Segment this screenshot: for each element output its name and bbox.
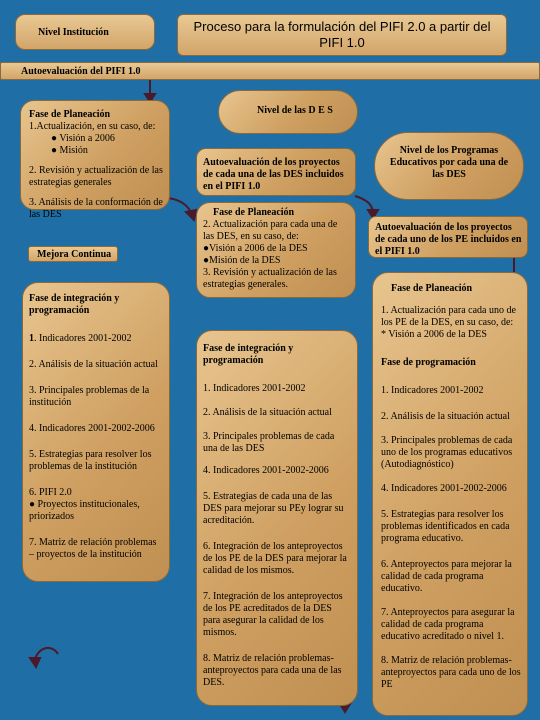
col2-item-7: 7. Integración de los anteproyectos de los PE acreditados de la DES para asegurar la calidad de los mismos. xyxy=(203,591,343,638)
col3-autoevaluacion-text: Autoevaluación de los proyectos de cada uno de los PE incluidos en el PIFI 1.0 xyxy=(375,222,522,257)
col2-item-6: 6. Integración de los anteproyectos de los PE de la DES para mejorar la calidad de los mismos. xyxy=(203,541,347,576)
col2-autoevaluacion-text: Autoevaluación de los proyectos de cada una de las DES incluidos en el PIFI 1.0 xyxy=(203,157,344,192)
col1-integracion-box xyxy=(22,282,170,582)
col2-item-1: 1. Indicadores 2001-2002 xyxy=(203,383,306,394)
col3-nivel-label: Nivel de los Programas Educativos por cada una de las DES xyxy=(389,145,509,180)
mejora-continua-box xyxy=(28,246,118,262)
col3-item-6: 6. Anteproyectos para mejorar la calidad de cada programa educativo. xyxy=(381,559,512,594)
col2-item3: 3. Revisión y actualización de las estrategias generales. xyxy=(203,267,337,290)
col2-item-3: 3. Principales problemas de cada una de las DES xyxy=(203,431,335,454)
col3-vision: * Visión a 2006 de la DES xyxy=(381,329,487,340)
col3-nivel-box xyxy=(374,132,524,200)
col1-fase-integracion: Fase de integración y programación xyxy=(29,293,120,316)
main-title-box xyxy=(177,14,507,56)
col2-plan-text: 2. Actualización para cada una de las DES, en su caso, de: xyxy=(203,219,338,242)
col3-item-5: 5. Estrategias para resolver los problemas identificados en cada programa educativo. xyxy=(381,509,510,544)
col1-item-6: 6. PIFI 2.0 xyxy=(29,487,72,498)
col2-fase-integracion: Fase de integración y programación xyxy=(203,343,294,366)
col1-item-7: 7. Matriz de relación problemas – proyectos de la institución xyxy=(29,537,157,560)
col3-main-box xyxy=(372,272,528,716)
col2-vision: ●Visión a 2006 de la DES xyxy=(203,243,308,254)
col1-item-4: 4. Indicadores 2001-2002-2006 xyxy=(29,423,155,434)
col3-item-3: 3. Principales problemas de cada uno de los programas educativos (Autodiagnóstico) xyxy=(381,435,513,470)
col1-item3: 3. Análisis de la conformación de las DES xyxy=(29,197,163,220)
mejora-continua-label: Mejora Continua xyxy=(37,249,112,260)
col3-item-7: 7. Anteproyectos para asegurar la calidad de cada programa educativo acreditado o nivel 1. xyxy=(381,607,515,642)
col3-plan-text: 1. Actualización para cada uno de los PE de la DES, en su caso, de: xyxy=(381,305,516,328)
col1-item2: 2. Revisión y actualización de las estrategias generales xyxy=(29,165,163,188)
page-title: Proceso para la formulación del PIFI 2.0 a partir del PIFI 1.0 xyxy=(193,19,491,50)
col2-integracion-box xyxy=(196,330,358,706)
col2-item-8: 8. Matriz de relación problemas- anteproyectos para cada una de las DES. xyxy=(203,653,342,688)
col2-autoevaluacion-box xyxy=(196,148,356,196)
col1-item-6-sub: ● Proyectos institucionales, priorizados xyxy=(29,499,140,522)
col3-autoevaluacion-box xyxy=(368,216,528,258)
autoevaluacion-banner-text: Autoevaluación del PIFI 1.0 xyxy=(21,66,141,77)
col1-item-3: 3. Principales problemas de la institución xyxy=(29,385,150,408)
col1-item-2: 2. Análisis de la situación actual xyxy=(29,359,158,370)
col2-mision: ●Misión de la DES xyxy=(203,255,281,266)
col2-fase-title: Fase de Planeación xyxy=(213,207,295,218)
col1-planeacion-box xyxy=(20,100,170,220)
col3-item-4: 4. Indicadores 2001-2002-2006 xyxy=(381,483,507,494)
level-institucion-label: Nivel Institución xyxy=(38,27,109,38)
col2-item-4: 4. Indicadores 2001-2002-2006 xyxy=(203,465,329,476)
col2-nivel-label: Nivel de las D E S xyxy=(257,105,333,116)
col1-item-5: 5. Estrategias para resolver los problemas de la institución xyxy=(29,449,152,472)
col3-fase-title: Fase de Planeación xyxy=(391,283,473,294)
col2-item-5: 5. Estrategias de cada una de las DES para mejorar su PEy lograr su acreditación. xyxy=(203,491,344,526)
col1-item1: 1.Actualización, en su caso, de: xyxy=(29,121,156,132)
level-institucion-box xyxy=(15,14,155,50)
col3-item-2: 2. Análisis de la situación actual xyxy=(381,411,510,422)
col1-fase-title: Fase de Planeación xyxy=(29,109,111,120)
col2-planeacion-box xyxy=(196,202,356,298)
autoevaluacion-banner xyxy=(0,62,540,80)
col1-vision: ● Visión a 2006 xyxy=(51,133,115,144)
col2-item-2: 2. Análisis de la situación actual xyxy=(203,407,332,418)
col1-item-1: 1. Indicadores 2001-2002 xyxy=(29,333,132,344)
col1-mision: ● Misión xyxy=(51,145,88,156)
col3-item-1: 1. Indicadores 2001-2002 xyxy=(381,385,484,396)
col3-item-8: 8. Matriz de relación problemas-anteproyectos para cada uno de los PE xyxy=(381,655,521,690)
col3-fase-programacion: Fase de programación xyxy=(381,357,476,368)
col2-nivel-box xyxy=(218,90,358,134)
